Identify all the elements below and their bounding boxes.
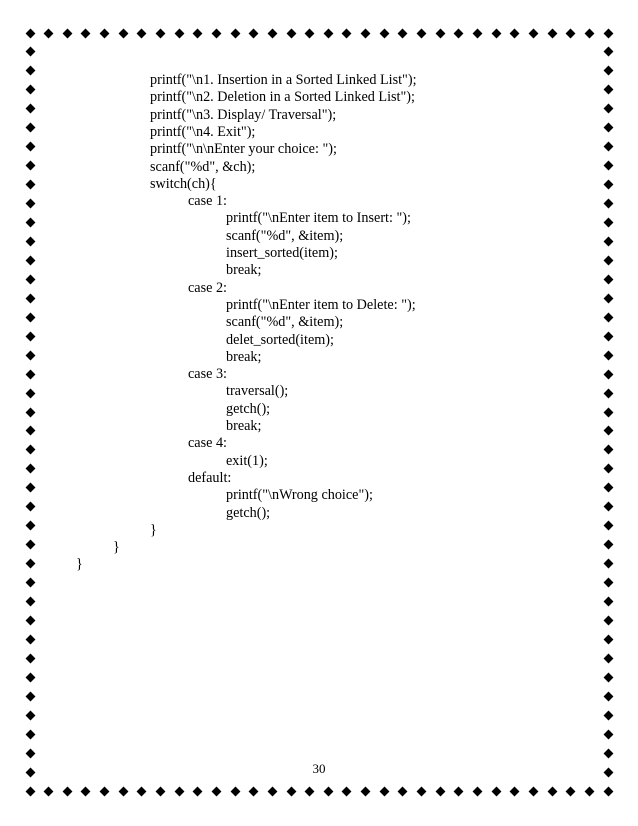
code-line: case 1: xyxy=(188,193,227,210)
code-line: getch(); xyxy=(226,504,271,521)
border-diamond xyxy=(25,218,35,228)
border-diamond xyxy=(603,540,613,550)
border-diamond xyxy=(118,28,128,38)
border-diamond xyxy=(81,28,91,38)
code-line: getch(); xyxy=(226,400,271,417)
code-line: scanf("%d", &item); xyxy=(226,314,344,331)
code-line: insert_sorted(item); xyxy=(226,245,338,261)
border-diamond xyxy=(603,710,613,720)
border-diamond xyxy=(417,786,427,796)
border-diamond xyxy=(25,104,35,114)
border-diamond xyxy=(25,445,35,455)
border-diamond xyxy=(361,786,371,796)
border-diamond xyxy=(528,28,538,38)
border-diamond xyxy=(118,786,128,796)
code-line: printf("\nWrong choice"); xyxy=(226,487,373,504)
border-diamond xyxy=(603,653,613,663)
border-diamond xyxy=(603,483,613,493)
border-diamond xyxy=(603,502,613,512)
border-diamond xyxy=(379,28,389,38)
border-diamond xyxy=(603,28,613,38)
border-diamond xyxy=(547,28,557,38)
border-diamond xyxy=(417,28,427,38)
border-diamond xyxy=(603,521,613,531)
border-diamond xyxy=(603,729,613,739)
border-diamond xyxy=(603,218,613,228)
border-diamond xyxy=(25,729,35,739)
border-diamond xyxy=(156,786,166,796)
border-diamond xyxy=(25,28,35,38)
border-diamond xyxy=(44,28,54,38)
border-diamond xyxy=(100,28,110,38)
border-diamond xyxy=(62,786,72,796)
border-diamond xyxy=(603,123,613,133)
border-diamond xyxy=(211,786,221,796)
code-line: printf("\n4. Exit"); xyxy=(150,123,256,140)
code-line: printf("\nEnter item to Insert: "); xyxy=(226,210,411,227)
border-diamond xyxy=(25,66,35,76)
border-diamond xyxy=(473,786,483,796)
border-diamond xyxy=(603,331,613,341)
border-diamond xyxy=(156,28,166,38)
code-line: delet_sorted(item); xyxy=(226,331,334,348)
code-line: exit(1); xyxy=(226,452,268,469)
border-diamond xyxy=(25,710,35,720)
border-diamond xyxy=(25,502,35,512)
border-diamond xyxy=(305,786,315,796)
border-diamond xyxy=(25,255,35,265)
border-diamond xyxy=(603,369,613,379)
code-line: break; xyxy=(226,348,262,365)
border-diamond xyxy=(25,464,35,474)
border-diamond xyxy=(25,653,35,663)
code-line: case 4: xyxy=(188,435,227,452)
border-diamond xyxy=(230,28,240,38)
border-diamond xyxy=(603,255,613,265)
border-diamond xyxy=(510,28,520,38)
border-diamond xyxy=(566,28,576,38)
border-diamond xyxy=(603,236,613,246)
code-line: } xyxy=(113,539,120,556)
border-diamond xyxy=(25,672,35,682)
border-diamond xyxy=(174,786,184,796)
border-diamond xyxy=(137,786,147,796)
border-diamond xyxy=(25,161,35,171)
border-diamond xyxy=(25,369,35,379)
border-diamond xyxy=(603,634,613,644)
page-number: 30 xyxy=(312,761,326,776)
border-diamond xyxy=(435,28,445,38)
border-diamond xyxy=(25,540,35,550)
border-diamond xyxy=(603,180,613,190)
code-line: case 2: xyxy=(188,279,227,296)
border-diamond xyxy=(603,293,613,303)
border-diamond xyxy=(361,28,371,38)
border-diamond xyxy=(603,66,613,76)
border-diamond xyxy=(584,28,594,38)
code-line: switch(ch){ xyxy=(150,175,217,192)
border-diamond xyxy=(323,786,333,796)
code-line: break; xyxy=(226,262,262,279)
code-line: scanf("%d", &item); xyxy=(226,227,344,244)
code-line: printf("\n1. Insertion in a Sorted Linked List"); xyxy=(150,72,417,88)
border-diamond xyxy=(100,786,110,796)
border-diamond xyxy=(25,578,35,588)
border-diamond xyxy=(603,597,613,607)
border-diamond xyxy=(323,28,333,38)
border-diamond xyxy=(603,407,613,417)
border-diamond xyxy=(25,388,35,398)
border-diamond xyxy=(603,199,613,209)
border-diamond xyxy=(25,331,35,341)
border-diamond xyxy=(435,786,445,796)
border-diamond xyxy=(603,47,613,57)
border-diamond xyxy=(603,312,613,322)
code-line: printf("\n2. Deletion in a Sorted Linked List"); xyxy=(150,89,415,106)
border-diamond xyxy=(603,104,613,114)
border-diamond xyxy=(25,123,35,133)
border-diamond xyxy=(25,748,35,758)
code-line: printf("\nEnter item to Delete: "); xyxy=(226,296,416,313)
border-diamond xyxy=(603,748,613,758)
border-diamond xyxy=(528,786,538,796)
border-diamond xyxy=(25,293,35,303)
border-diamond xyxy=(25,180,35,190)
border-diamond xyxy=(81,786,91,796)
border-diamond xyxy=(603,350,613,360)
border-diamond xyxy=(25,559,35,569)
border-diamond xyxy=(603,142,613,152)
border-diamond xyxy=(491,28,501,38)
code-line: traversal(); xyxy=(226,383,289,400)
border-diamond xyxy=(603,691,613,701)
border-diamond xyxy=(454,28,464,38)
border-diamond xyxy=(603,445,613,455)
border-diamond xyxy=(342,28,352,38)
border-diamond xyxy=(211,28,221,38)
border-diamond xyxy=(44,786,54,796)
border-diamond xyxy=(603,274,613,284)
border-diamond xyxy=(603,85,613,95)
border-diamond xyxy=(25,521,35,531)
border-diamond xyxy=(603,161,613,171)
border-diamond xyxy=(193,28,203,38)
border-diamond xyxy=(25,236,35,246)
border-diamond xyxy=(25,597,35,607)
border-diamond xyxy=(603,786,613,796)
border-diamond xyxy=(25,483,35,493)
border-diamond xyxy=(398,786,408,796)
border-diamond xyxy=(249,28,259,38)
border-diamond xyxy=(603,464,613,474)
border-diamond xyxy=(603,559,613,569)
border-diamond xyxy=(342,786,352,796)
border-diamond xyxy=(25,407,35,417)
code-line: printf("\n\nEnter your choice: "); xyxy=(150,141,337,158)
border-diamond xyxy=(603,672,613,682)
border-diamond xyxy=(249,786,259,796)
border-diamond xyxy=(305,28,315,38)
code-line: printf("\n3. Display/ Traversal"); xyxy=(150,106,337,123)
code-line: scanf("%d", &ch); xyxy=(150,158,256,175)
border-diamond xyxy=(547,786,557,796)
border-diamond xyxy=(25,312,35,322)
border-diamond xyxy=(379,786,389,796)
border-diamond xyxy=(473,28,483,38)
border-diamond xyxy=(25,426,35,436)
border-diamond xyxy=(25,615,35,625)
code-line: case 3: xyxy=(188,366,227,383)
border-diamond xyxy=(398,28,408,38)
border-diamond xyxy=(491,786,501,796)
border-diamond xyxy=(584,786,594,796)
border-diamond xyxy=(603,578,613,588)
border-diamond xyxy=(286,28,296,38)
border-diamond xyxy=(286,786,296,796)
border-diamond xyxy=(25,47,35,57)
border-diamond xyxy=(25,199,35,209)
border-diamond xyxy=(603,426,613,436)
border-diamond xyxy=(230,786,240,796)
border-diamond xyxy=(566,786,576,796)
border-diamond xyxy=(267,28,277,38)
code-line: break; xyxy=(226,418,262,434)
border-diamond xyxy=(25,350,35,360)
border-diamond xyxy=(174,28,184,38)
border-diamond xyxy=(267,786,277,796)
border-diamond xyxy=(25,142,35,152)
code-line: } xyxy=(76,556,83,573)
border-diamond xyxy=(454,786,464,796)
border-diamond xyxy=(25,691,35,701)
border-diamond xyxy=(603,615,613,625)
border-diamond xyxy=(25,85,35,95)
border-diamond xyxy=(25,634,35,644)
code-line: } xyxy=(150,521,157,538)
border-diamond xyxy=(137,28,147,38)
code-line: default: xyxy=(188,469,232,486)
border-diamond xyxy=(193,786,203,796)
border-diamond xyxy=(603,388,613,398)
border-diamond xyxy=(62,28,72,38)
border-diamond xyxy=(510,786,520,796)
border-diamond xyxy=(25,786,35,796)
border-diamond xyxy=(25,274,35,284)
